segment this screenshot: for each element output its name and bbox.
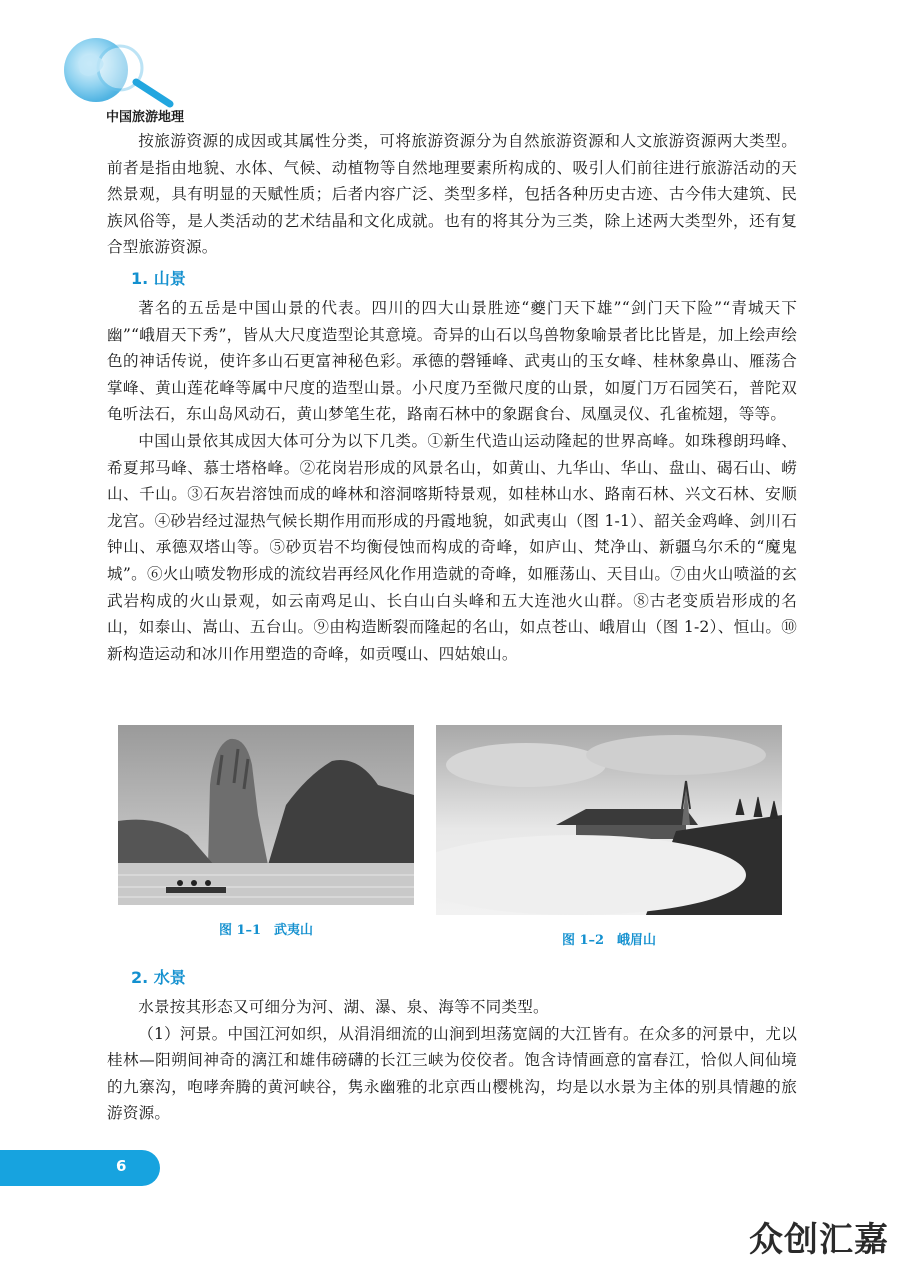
book-title: 中国旅游地理: [106, 110, 185, 125]
main-text: [107, 128, 797, 667]
paragraph: （1）河景。中国江河如织，从涓涓细流的山涧到坦荡宽阔的大江皆有。在众多的河景中，尤以桂林—阳朔间神奇的漓江和雄伟磅礴的长江三峡为佼佼者。饱含诗情画意的富春江，恰似人间仙境的九寨沟，咆哮奔腾的黄河峡谷，隽永幽雅的北京西山樱桃沟，均是以水景为主体的别具情趣的旅游资源。: [107, 1024, 797, 1123]
page-number: 6: [116, 1157, 127, 1175]
figure-wuyishan: [118, 725, 414, 938]
figure-row: [118, 725, 782, 955]
main-text-continued: [107, 960, 797, 1127]
watermark: 众创汇嘉: [749, 1220, 889, 1260]
intro-paragraph: 按旅游资源的成因或其属性分类，可将旅游资源分为自然旅游资源和人文旅游资源两大类型。前者是指由地貌、水体、气候、动植物等自然地理要素所构成的、吸引人们前往进行旅游活动的天然景观，具有明显的天赋性质；后者内容广泛、类型多样，包括各种历史古迹、古今伟大建筑、民族风俗等，是人类活动的艺术结晶和文化成就。也有的将其分为三类，除上述两大类型外，还有复合型旅游资源。: [107, 132, 797, 257]
paragraph: 中国山景依其成因大体可分为以下几类。①新生代造山运动隆起的世界高峰。如珠穆朗玛峰、希夏邦马峰、慕士塔格峰。②花岗岩形成的风景名山，如黄山、九华山、华山、盘山、碣石山、崂山、千山。③石灰岩溶蚀而成的峰林和溶洞喀斯特景观，如桂林山水、路南石林、兴文石林、安顺龙宫。④砂岩经过湿热气候长期作用而形成的丹霞地貌，如武夷山（图 1-1）、韶关金鸡峰、剑川石钟山、承德双塔山等。⑤砂页岩不均衡侵蚀而构成的奇峰，如庐山、梵净山、新疆乌尔禾的“魔鬼城”。⑥火山喷发物形成的流纹岩再经风化作用造就的奇峰，如雁荡山、天目山。⑦由火山喷溢的玄武岩构成的火山景观，如云南鸡足山、长白山白头峰和五大连池火山群。⑧古老变质岩形成的名山，如泰山、嵩山、五台山。⑨由构造断裂而隆起的名山，如点苍山、峨眉山（图 1-2）、恒山。⑩新构造运动和冰川作用塑造的奇峰，如贡嘎山、四姑娘山。: [107, 431, 797, 663]
section-heading-mountains: 1. 山景: [131, 268, 186, 288]
magnifier-globe-icon: [58, 32, 176, 108]
figure-emeishan: [436, 725, 782, 948]
wuyishan-photo: [118, 725, 414, 905]
figure-caption: 图 1–2 峨眉山: [561, 933, 657, 948]
page-number-tab: [0, 1150, 160, 1186]
figure-caption: 图 1–1 武夷山: [218, 923, 314, 938]
paragraph: 水景按其形态又可细分为河、湖、瀑、泉、海等不同类型。: [138, 998, 549, 1016]
section-heading-water: 2. 水景: [131, 968, 186, 987]
paragraph: 著名的五岳是中国山景的代表。四川的四大山景胜迹“夔门天下雄”“剑门天下险”“青城天下幽”“峨眉天下秀”，皆从大尺度造型论其意境。奇异的山石以鸟兽物象喻景者比比皆是，加上绘声绘色的神话传说，使许多山石更富神秘色彩。承德的磬锤峰、武夷山的玉女峰、桂林象鼻山、雁荡合掌峰、黄山莲花峰等属中尺度的造型山景。小尺度乃至微尺度的山景，如厦门万石园笑石，普陀双龟听法石，东山岛风动石，黄山梦笔生花，路南石林中的象踞食台、凤凰灵仪、孔雀梳翅，等等。: [107, 298, 797, 424]
emeishan-photo: [436, 725, 782, 915]
